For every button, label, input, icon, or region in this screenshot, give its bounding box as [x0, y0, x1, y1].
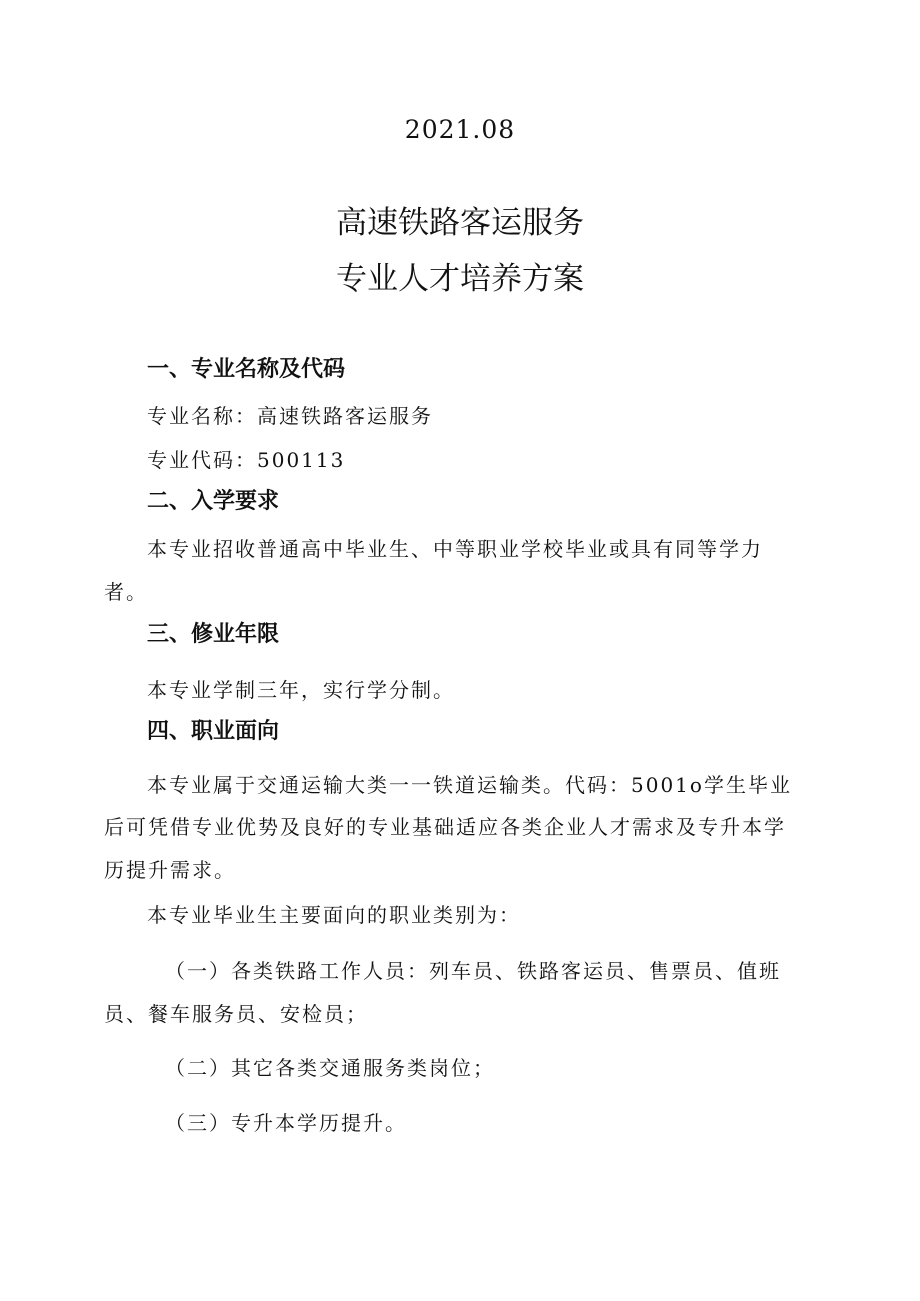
admission-paragraph-line-1: 本专业招收普通高中毕业生、中等职业学校毕业或具有同等学力 — [147, 537, 763, 561]
career-item-1-line-1: （一）各类铁路工作人员：列车员、铁路客运员、售票员、值班 — [165, 959, 781, 983]
study-duration-paragraph: 本专业学制三年，实行学分制。 — [147, 678, 455, 702]
document-title-line-2: 专业人才培养方案 — [336, 261, 584, 297]
admission-paragraph-line-2: 者。 — [104, 580, 148, 604]
section-heading-admission: 二、入学要求 — [147, 489, 280, 514]
major-code-line: 专业代码：500113 — [147, 448, 346, 472]
document-title-line-1: 高速铁路客运服务 — [336, 205, 584, 241]
career-item-2: （二）其它各类交通服务类岗位； — [165, 1056, 495, 1080]
career-item-1-line-2: 员、餐车服务员、安检员； — [104, 1002, 368, 1026]
career-paragraph-1-line-3: 历提升需求。 — [104, 858, 236, 882]
career-paragraph-1-line-2: 后可凭借专业优势及良好的专业基础适应各类企业人才需求及专升本学 — [104, 815, 786, 839]
major-name-line: 专业名称：高速铁路客运服务 — [147, 404, 433, 428]
document-date: 2021.08 — [404, 115, 516, 144]
career-paragraph-1-line-1: 本专业属于交通运输大类一一铁道运输类。代码：5001o学生毕业 — [147, 773, 792, 797]
section-heading-study-duration: 三、修业年限 — [147, 622, 280, 647]
section-heading-career-orientation: 四、职业面向 — [147, 719, 280, 744]
career-paragraph-2: 本专业毕业生主要面向的职业类别为： — [147, 903, 521, 927]
section-heading-major-name-code: 一、专业名称及代码 — [147, 357, 346, 382]
career-item-3: （三）专升本学历提升。 — [165, 1111, 407, 1135]
